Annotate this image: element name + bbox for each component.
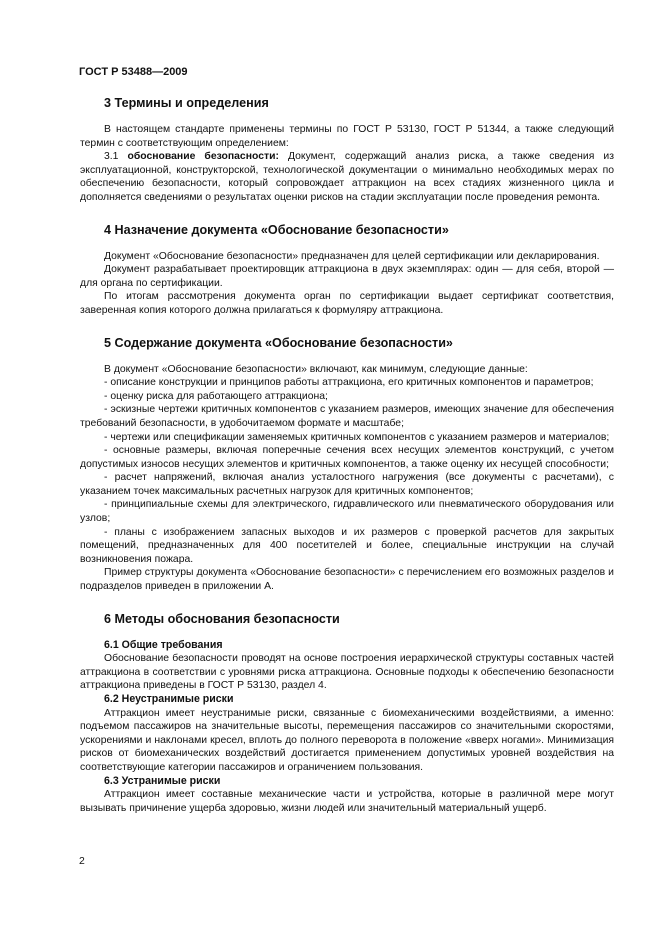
section-5-title: 5 Содержание документа «Обоснование безопасности» [104, 335, 453, 350]
section-6-title: 6 Методы обоснования безопасности [104, 611, 340, 626]
document-body [80, 96, 614, 815]
section-3-title: 3 Термины и определения [104, 96, 269, 110]
subsection-6-2-title: 6.2 Неустранимые риски [104, 693, 234, 705]
subsection-6-3-title: 6.3 Устранимые риски [104, 774, 221, 787]
term-definition [80, 150, 614, 204]
subsection-6-1-title: 6.1 Общие требования [104, 638, 223, 651]
page-number: 2 [79, 856, 85, 867]
list-item: - чертежи или спецификации заменяемых критичных компонентов с указанием размеров и материалов; [104, 431, 610, 443]
section-3-paragraph: В настоящем стандарте применены термины по ГОСТ Р 53130, ГОСТ Р 51344, а также следующий термин с соответствующим определением: [80, 124, 614, 149]
list-item: - оценку риска для работающего аттракциона; [104, 390, 328, 402]
subsection-6-1-paragraph: Обоснование безопасности проводят на основе построения иерархической структуры составных частей аттракциона в соответствии с уровнями риска аттракциона. Основные подходы к обеспечению безопасности аттракциона приведены в ГОСТ Р 53130, раздел 4. [80, 653, 614, 692]
section-4-paragraph-3: По итогам рассмотрения документа орган по сертификации выдает сертификат соответствия, заверенная копия которого должна прилагаться к формуляру аттракциона. [80, 291, 614, 316]
list-item: - эскизные чертежи критичных компонентов с указанием размеров, имеющих значение для обеспечения требований безопасности, в удобочитаемом формате и масштабе; [80, 404, 614, 429]
document-code-header: ГОСТ Р 53488—2009 [79, 66, 188, 78]
section-4-title: 4 Назначение документа «Обоснование безопасности» [104, 222, 449, 237]
term-name: обоснование безопасности: [127, 151, 279, 163]
subsection-6-2-paragraph: Аттракцион имеет неустранимые риски, связанные с биомеханическими воздействиями, а именно: подъемом пассажиров на значительные высоты, перемещения пассажиров со значительными скоростями, ускорениями и наклонами кресел, вплоть до полного переворота в положение «вверх ногами». Минимизация рисков от биомеханических воздействий достигается применением допустимых уровней воздействия на соответствующие категории пассажиров и ограничением пользования. [80, 707, 614, 773]
term-number: 3.1 [104, 151, 128, 163]
term-definition-text: Документ, содержащий анализ риска, а также сведения из эксплуатационной, конструкторской, технологической документации о минимально необходимых мерах по обеспечению безопасности, который сопровождает аттракцион на всех стадиях жизненного цикла и дополняется сведениями о результатах оценки рисков на стадии эксплуатации после проведения ремонта. [80, 151, 614, 203]
section-4-paragraph-2: Документ разрабатывает проектировщик аттракциона в двух экземплярах: один — для себя, второй — для органа по сертификации. [80, 264, 614, 289]
list-item: - планы с изображением запасных выходов и их размеров с проверкой расчетов для закрытых помещений, предназначенных для 400 посетителей и более, специальные инструкции на случай возникновения пожара. [80, 526, 614, 565]
section-5-outro: Пример структуры документа «Обоснование безопасности» с перечислением его возможных разделов и подразделов приведен в приложении А. [80, 567, 614, 593]
section-5-intro: В документ «Обоснование безопасности» включают, как минимум, следующие данные: [104, 363, 528, 375]
section-4-paragraph-1: Документ «Обоснование безопасности» предназначен для целей сертификации или декларирования. [104, 250, 600, 262]
list-item: - описание конструкции и принципов работы аттракциона, его критичных компонентов и параметров; [104, 377, 594, 389]
list-item: - основные размеры, включая поперечные сечения всех несущих элементов конструкций, с учетом допустимых износов несущих элементов и критичных компонентов, а также оценку их несущей способности; [80, 445, 614, 470]
list-item: - расчет напряжений, включая анализ усталостного нагружения (все документы с расчетами), с указанием точек максимальных расчетных нагрузок для критичных компонентов; [80, 472, 614, 497]
list-item: - принципиальные схемы для электрического, гидравлического или пневматического оборудования или узлов; [80, 499, 614, 525]
subsection-6-3-paragraph: Аттракцион имеет составные механические части и устройства, которые в различной мере могут вызывать причинение ущерба здоровью, жизни людей или значительный материальный ущерб. [80, 789, 614, 814]
